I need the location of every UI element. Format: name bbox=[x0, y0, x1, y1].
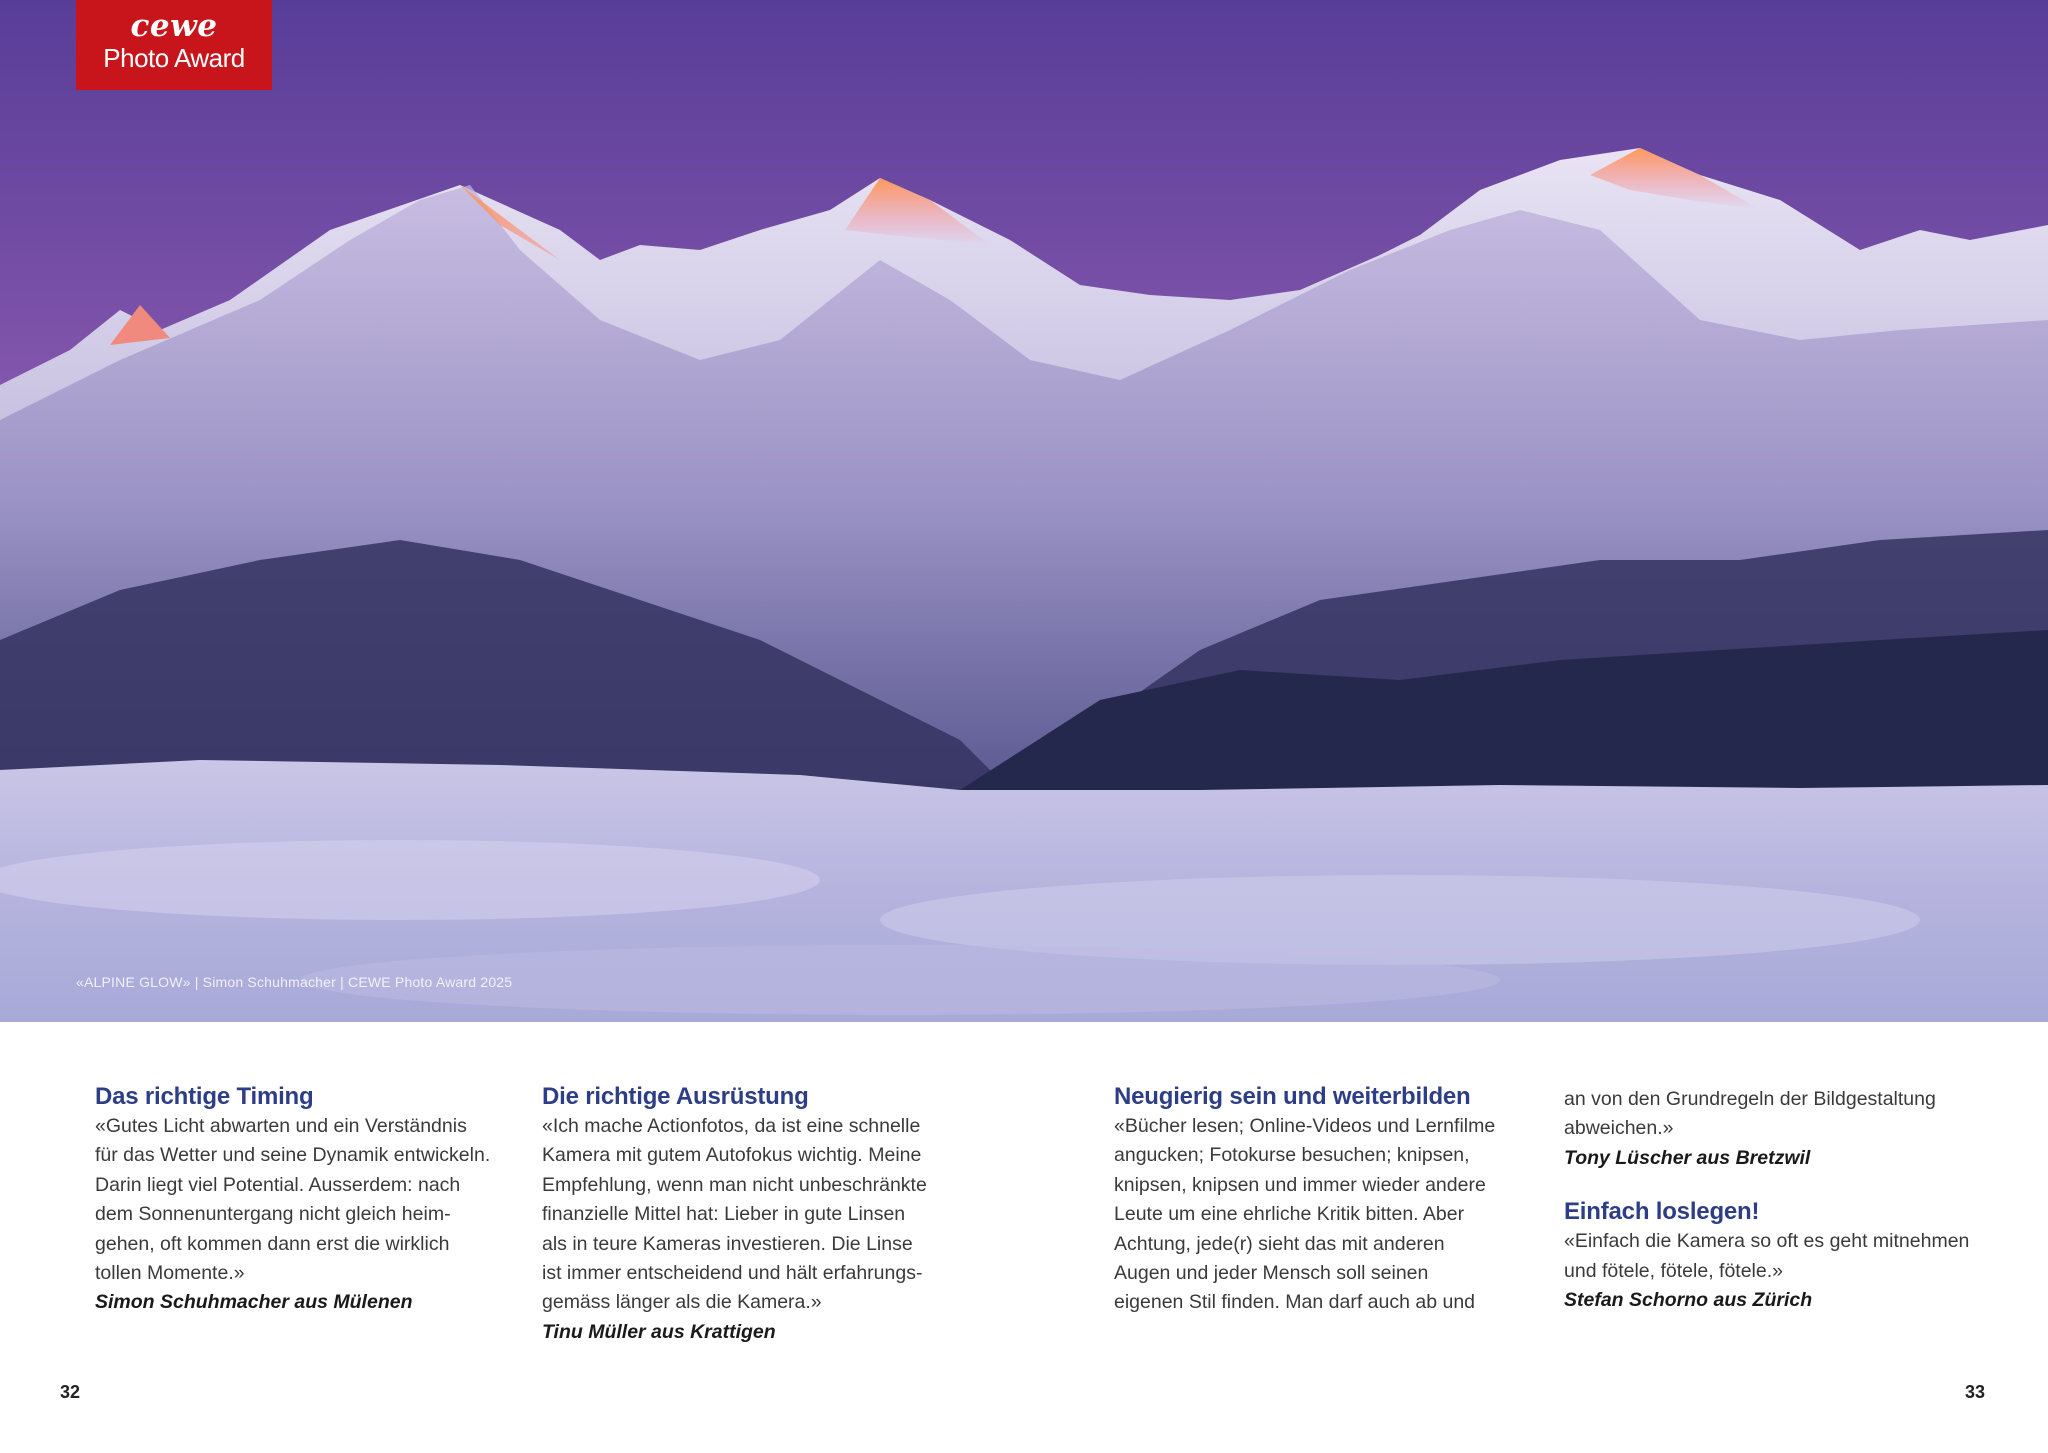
quote-line: gehen, oft kommen dann erst die wirklich bbox=[95, 1232, 450, 1255]
quote-line: dem Sonnenuntergang nicht gleich heim- bbox=[95, 1203, 451, 1226]
column-3 bbox=[1114, 1082, 1524, 1318]
column-2 bbox=[542, 1082, 952, 1347]
quote-line: abweichen.» bbox=[1564, 1117, 1674, 1140]
photo-credit: «ALPINE GLOW» | Simon Schuhmacher | CEWE Photo Award 2025 bbox=[76, 974, 513, 990]
cewe-photo-award-logo bbox=[76, 0, 272, 90]
column-4 bbox=[1564, 1085, 1974, 1315]
quote-line: «Gutes Licht abwarten und ein Verständnis bbox=[95, 1115, 467, 1137]
quote-line: Kamera mit gutem Autofokus wichtig. Meine bbox=[542, 1144, 922, 1167]
logo-brand: cewe bbox=[130, 8, 218, 44]
quote-author: Tinu Müller aus Krattigen bbox=[542, 1320, 776, 1343]
quote-line: «Bücher lesen; Online-Videos und Lernfilme bbox=[1114, 1115, 1496, 1137]
section-heading: Einfach loslegen! bbox=[1564, 1198, 1760, 1226]
quote-line: Augen und jeder Mensch soll seinen bbox=[1114, 1262, 1429, 1285]
logo-award-text: Photo Award bbox=[103, 43, 245, 73]
quote-line: als in teure Kameras investieren. Die Linse bbox=[542, 1232, 913, 1255]
section-heading: Die richtige Ausrüstung bbox=[542, 1083, 809, 1110]
page-number-right: 33 bbox=[1965, 1382, 1986, 1402]
quote-author: Stefan Schorno aus Zürich bbox=[1564, 1289, 1813, 1312]
quote-line: angucken; Fotokurse besuchen; knipsen, bbox=[1114, 1144, 1470, 1167]
quote-line: ist immer entscheidend und hält erfahrungs- bbox=[542, 1262, 923, 1285]
quote-line: Darin liegt viel Potential. Ausserdem: nach bbox=[95, 1173, 461, 1196]
quote-line: Leute um eine ehrliche Kritik bitten. Aber bbox=[1114, 1203, 1465, 1226]
section-heading: Neugierig sein und weiterbilden bbox=[1114, 1083, 1471, 1110]
quote-line: Achtung, jede(r) sieht das mit anderen bbox=[1114, 1232, 1445, 1255]
page-number-left: 32 bbox=[60, 1382, 81, 1402]
quote-author: Simon Schuhmacher aus Mülenen bbox=[95, 1291, 413, 1314]
quote-line: knipsen, knipsen und immer wieder andere bbox=[1114, 1173, 1486, 1196]
quote-line: und fötele, fötele, fötele.» bbox=[1564, 1259, 1783, 1282]
quote-line: an von den Grundregeln der Bildgestaltung bbox=[1564, 1088, 1936, 1110]
quote-author: Tony Lüscher aus Bretzwil bbox=[1564, 1146, 1811, 1169]
quote-line: «Ich mache Actionfotos, da ist eine schnelle bbox=[542, 1115, 921, 1137]
column-1 bbox=[95, 1082, 505, 1318]
quote-line: tollen Momente.» bbox=[95, 1262, 245, 1285]
section-gap bbox=[1564, 1173, 1974, 1197]
quote-line: eigenen Stil finden. Man darf auch ab und bbox=[1114, 1291, 1476, 1314]
section-heading: Das richtige Timing bbox=[95, 1083, 314, 1110]
quote-line: Empfehlung, wenn man nicht unbeschränkte bbox=[542, 1173, 927, 1196]
quote-line: «Einfach die Kamera so oft es geht mitnehmen bbox=[1564, 1230, 1970, 1253]
quote-line: finanzielle Mittel hat: Lieber in gute Linsen bbox=[542, 1203, 906, 1226]
quote-line: gemäss länger als die Kamera.» bbox=[542, 1291, 822, 1314]
quote-line: für das Wetter und seine Dynamik entwickeln. bbox=[95, 1144, 491, 1167]
